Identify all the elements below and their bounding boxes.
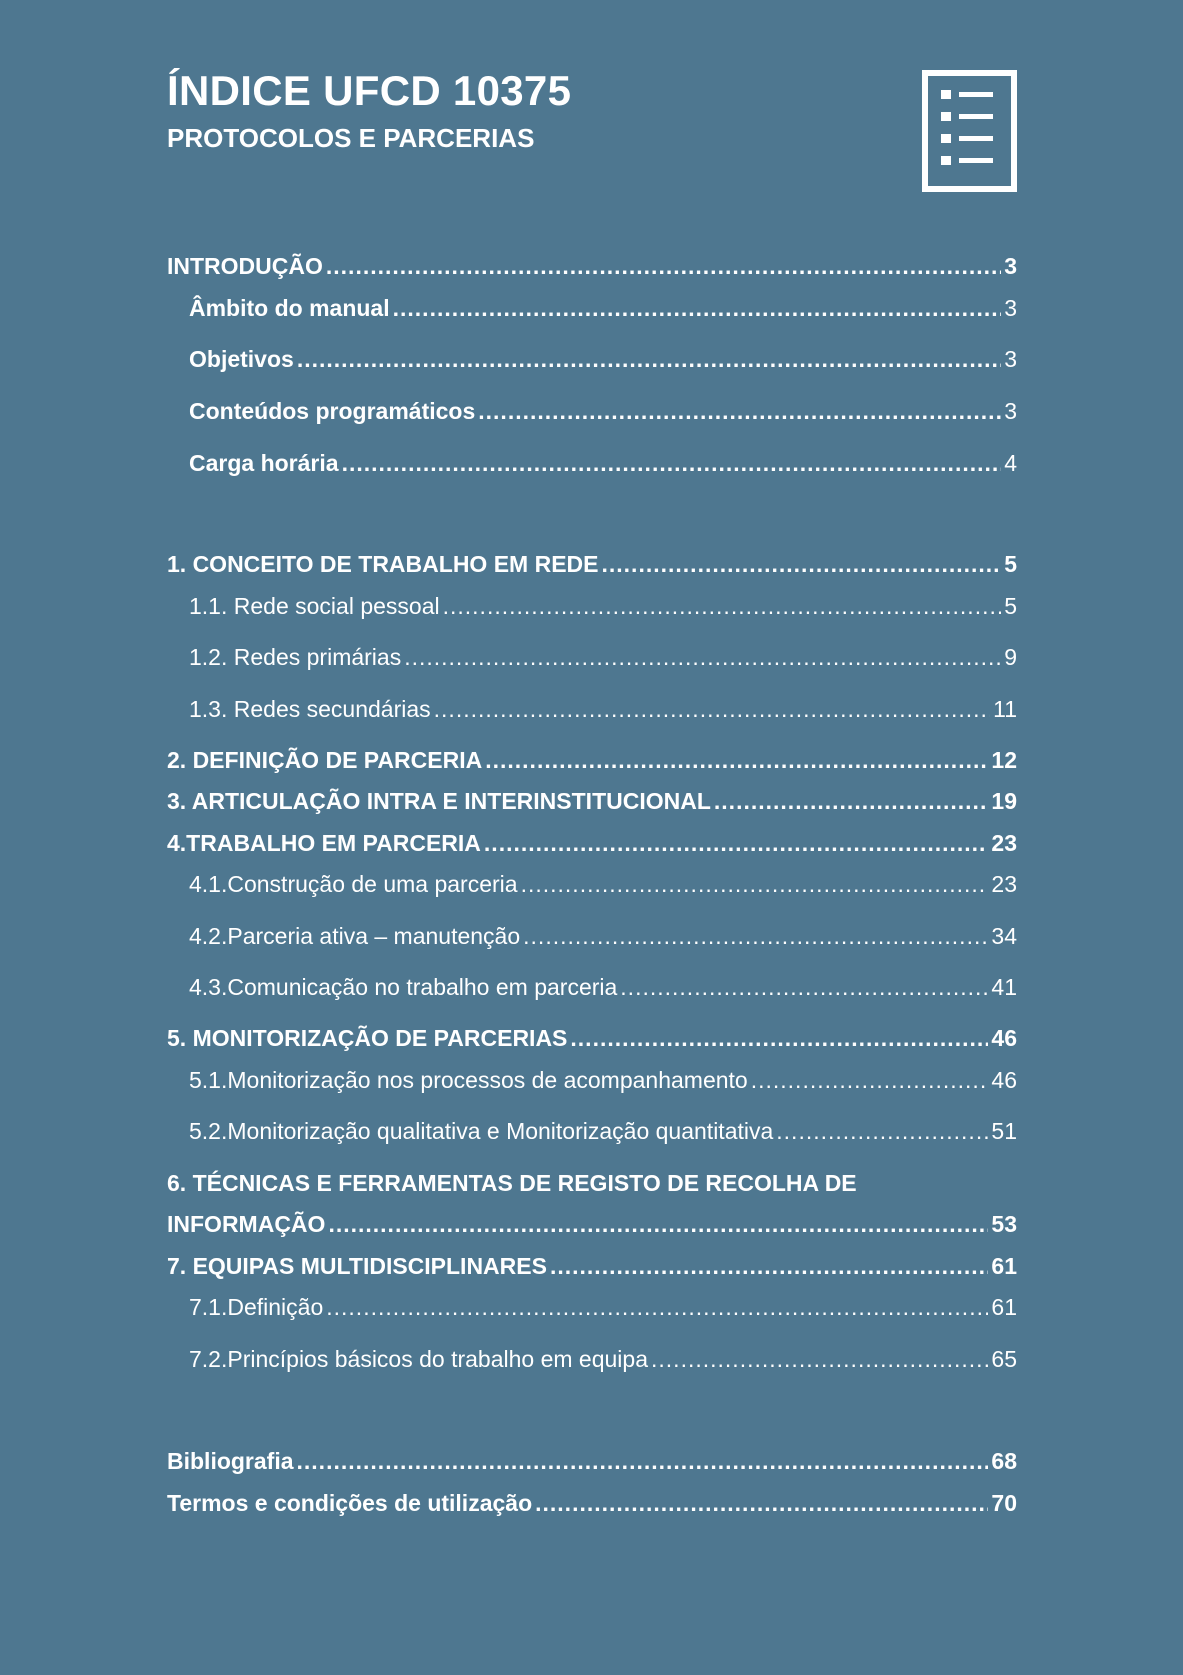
toc-entry-chapter-1[interactable]: 1. CONCEITO DE TRABALHO EM REDE ..... 5 [167,553,1017,576]
toc-entry-chapter-5[interactable]: 5. MONITORIZAÇÃO DE PARCERIAS ..... 46 [167,1027,1017,1050]
toc-entry-chapter-2[interactable]: 2. DEFINIÇÃO DE PARCERIA ..... 12 [167,749,1017,772]
page-title: ÍNDICE UFCD 10375 [167,67,572,114]
toc-entry-4-3[interactable]: 4.3.Comunicação no trabalho em parceria ..... 41 [189,976,1017,999]
toc-entry-5-2[interactable]: 5.2.Monitorização qualitativa e Monitorização quantitativa ..... 51 [189,1120,1017,1143]
toc-entry-conteudos[interactable]: Conteúdos programáticos ..... 3 [189,400,1017,423]
toc-entry-1-2[interactable]: 1.2. Redes primárias ..... 9 [189,646,1017,669]
toc-entry-5-1[interactable]: 5.1.Monitorização nos processos de acompanhamento ..... 46 [189,1069,1017,1092]
toc-entry-7-2[interactable]: 7.2.Princípios básicos do trabalho em equipa ..... 65 [189,1348,1017,1371]
toc-entry-4-2[interactable]: 4.2.Parceria ativa – manutenção ..... 34 [189,925,1017,948]
toc-entry-carga[interactable]: Carga horária ..... 4 [189,452,1017,475]
toc-entry-chapter-4[interactable]: 4.TRABALHO EM PARCERIA ..... 23 [167,832,1017,855]
page-subtitle: PROTOCOLOS E PARCERIAS [167,123,535,153]
toc-entry-1-1[interactable]: 1.1. Rede social pessoal ..... 5 [189,595,1017,618]
toc-entry-7-1[interactable]: 7.1.Definição ..... 61 [189,1296,1017,1319]
toc-entry-bibliografia[interactable]: Bibliografia ..... 68 [167,1450,1017,1473]
toc-entry-objetivos[interactable]: Objetivos ..... 3 [189,348,1017,371]
toc-entry-chapter-3[interactable]: 3. ARTICULAÇÃO INTRA E INTERINSTITUCIONAL ..... 19 [167,790,1017,813]
toc-entry-4-1[interactable]: 4.1.Construção de uma parceria ..... 23 [189,873,1017,896]
toc-entry-termos[interactable]: Termos e condições de utilização ..... 70 [167,1492,1017,1515]
toc-entry-1-3[interactable]: 1.3. Redes secundárias ..... 11 [189,698,1017,721]
toc-entry-introducao[interactable]: INTRODUÇÃO ..... 3 [167,255,1017,278]
toc-entry-ambito[interactable]: Âmbito do manual ..... 3 [189,297,1017,320]
toc-entry-chapter-6-line1[interactable]: 6. TÉCNICAS E FERRAMENTAS DE REGISTO DE RECOLHA DE [167,1170,857,1196]
toc-entry-chapter-7[interactable]: 7. EQUIPAS MULTIDISCIPLINARES ..... 61 [167,1255,1017,1278]
toc-entry-chapter-6[interactable]: INFORMAÇÃO ..... 53 [167,1213,1017,1236]
